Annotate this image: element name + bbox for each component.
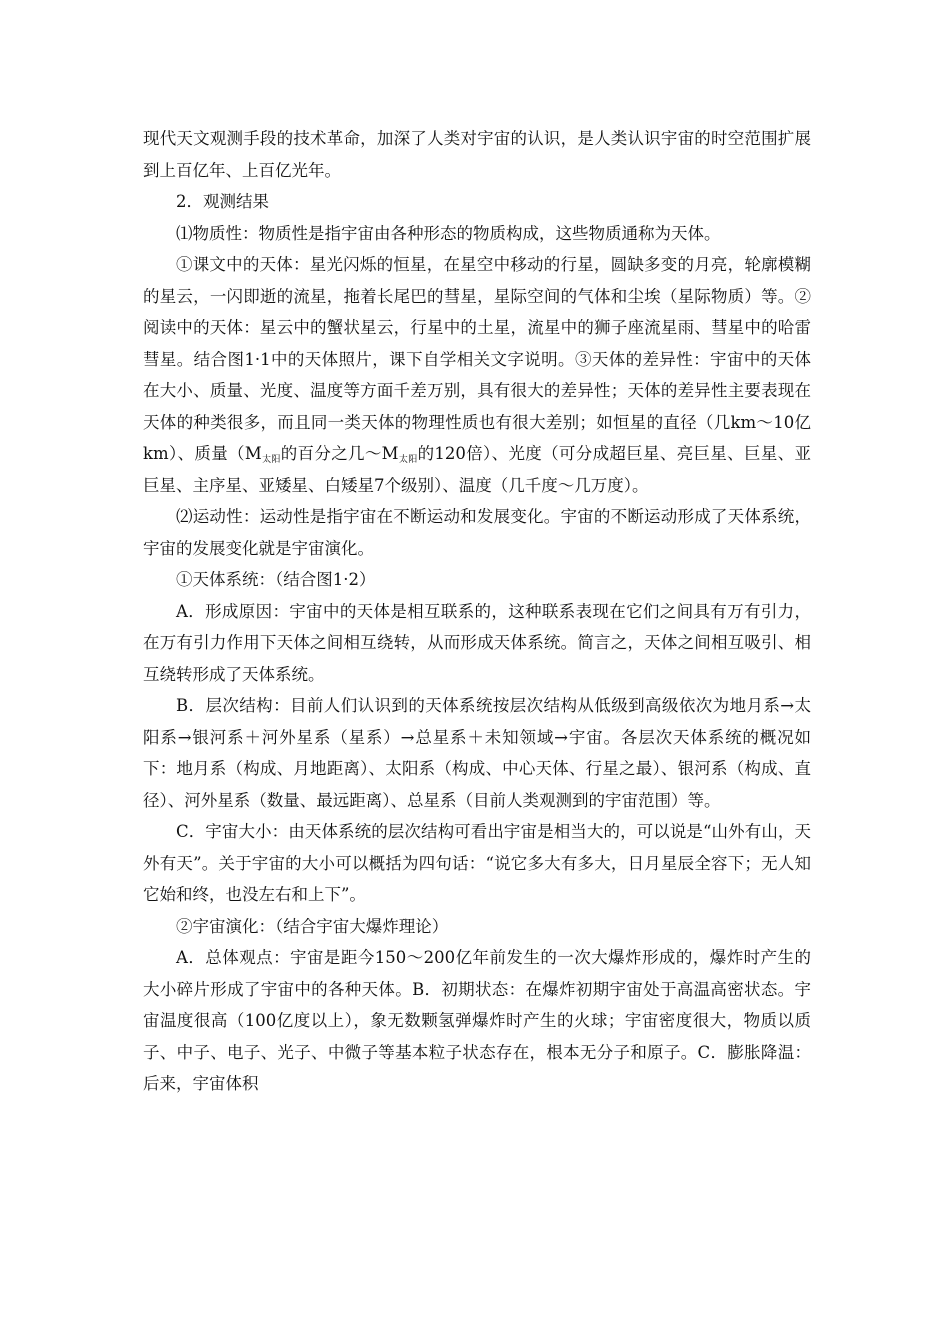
section-heading-observation-results: 2．观测结果: [176, 192, 269, 211]
paragraph-universe-size: C．宇宙大小：由天体系统的层次结构可看出宇宙是相当大的，可以说是“山外有山，天外有天”。关于宇宙的大小可以概括为四句话：“说它多大有多大，日月星辰全容下；无人知它始和终，也没左右和上下”。: [143, 822, 811, 904]
paragraph-materiality: ⑴物质性：物质性是指宇宙由各种形态的物质构成，这些物质通称为天体。: [176, 223, 721, 243]
subscript-sun-2: 太阳: [398, 455, 418, 465]
paragraph-intro: 现代天文观测手段的技术革命，加深了人类对宇宙的认识，是人类认识宇宙的时空范围扩展到上百亿年、上百亿光年。: [143, 129, 811, 180]
paragraph-celestial-bodies: [143, 249, 811, 501]
heading-universe-evolution: ②宇宙演化：（结合宇宙大爆炸理论）: [176, 916, 449, 936]
celestial-bodies-text-tail: 的120倍）、光度（可分成超巨星、亮巨星、巨星、亚巨星、主序星、亚矮星、白矮星7个级别）、温度（几千度～几万度）。: [143, 444, 811, 495]
celestial-bodies-text: ①课文中的天体：星光闪烁的恒星，在星空中移动的行星，圆缺多变的月亮，轮廓模糊的星云，一闪即逝的流星，拖着长尾巴的彗星，星际空间的气体和尘埃（星际物质）等。②阅读中的天体：星云中的蟹状星云，行星中的土星，流星中的狮子座流星雨、彗星中的哈雷彗星。结合图1·1中的天体照片，课下自学相关文字说明。③天体的差异性：宇宙中的天体在大小、质量、光度、温度等方面千差万别，具有很大的差异性；天体的差异性主要表现在天体的种类很多，而且同一类天体的物理性质也有很大差别；如恒星的直径（几km～10亿km）、质量（M: [143, 255, 811, 463]
paragraph-formation-cause: A．形成原因：宇宙中的天体是相互联系的，这种联系表现在它们之间具有万有引力，在万有引力作用下天体之间相互绕转，从而形成天体系统。简言之，天体之间相互吸引、相互绕转形成了天体系统。: [143, 601, 811, 684]
celestial-bodies-text-mid: 的百分之几～M: [280, 444, 399, 463]
paragraph-motion: ⑵运动性：运动性是指宇宙在不断运动和发展变化。宇宙的不断运动形成了天体系统，宇宙的发展变化就是宇宙演化。: [143, 507, 811, 558]
subscript-sun-1: 太阳: [261, 455, 281, 465]
heading-celestial-system: ①天体系统：（结合图1·2）: [176, 570, 376, 589]
paragraph-hierarchy: B．层次结构：目前人们认识到的天体系统按层次结构从低级到高级依次为地月系→太阳系→银河系＋河外星系（星系）→总星系＋未知领域→宇宙。各层次天体系统的概况如下：地月系（构成、月地距离）、太阳系（构成、中心天体、行星之最）、银河系（构成、直径）、河外星系（数量、最远距离）、总星系（目前人类观测到的宇宙范围）等。: [143, 696, 811, 810]
paragraph-big-bang: A．总体观点：宇宙是距今150～200亿年前发生的一次大爆炸形成的，爆炸时产生的大小碎片形成了宇宙中的各种天体。B．初期状态：在爆炸初期宇宙处于高温高密状态。宇宙温度很高（100亿度以上），象无数颗氢弹爆炸时产生的火球；宇宙密度很大，物质以质子、中子、电子、光子、中微子等基本粒子状态存在，根本无分子和原子。C．膨胀降温：后来，宇宙体积: [143, 948, 811, 1093]
document-body: [143, 123, 811, 1100]
